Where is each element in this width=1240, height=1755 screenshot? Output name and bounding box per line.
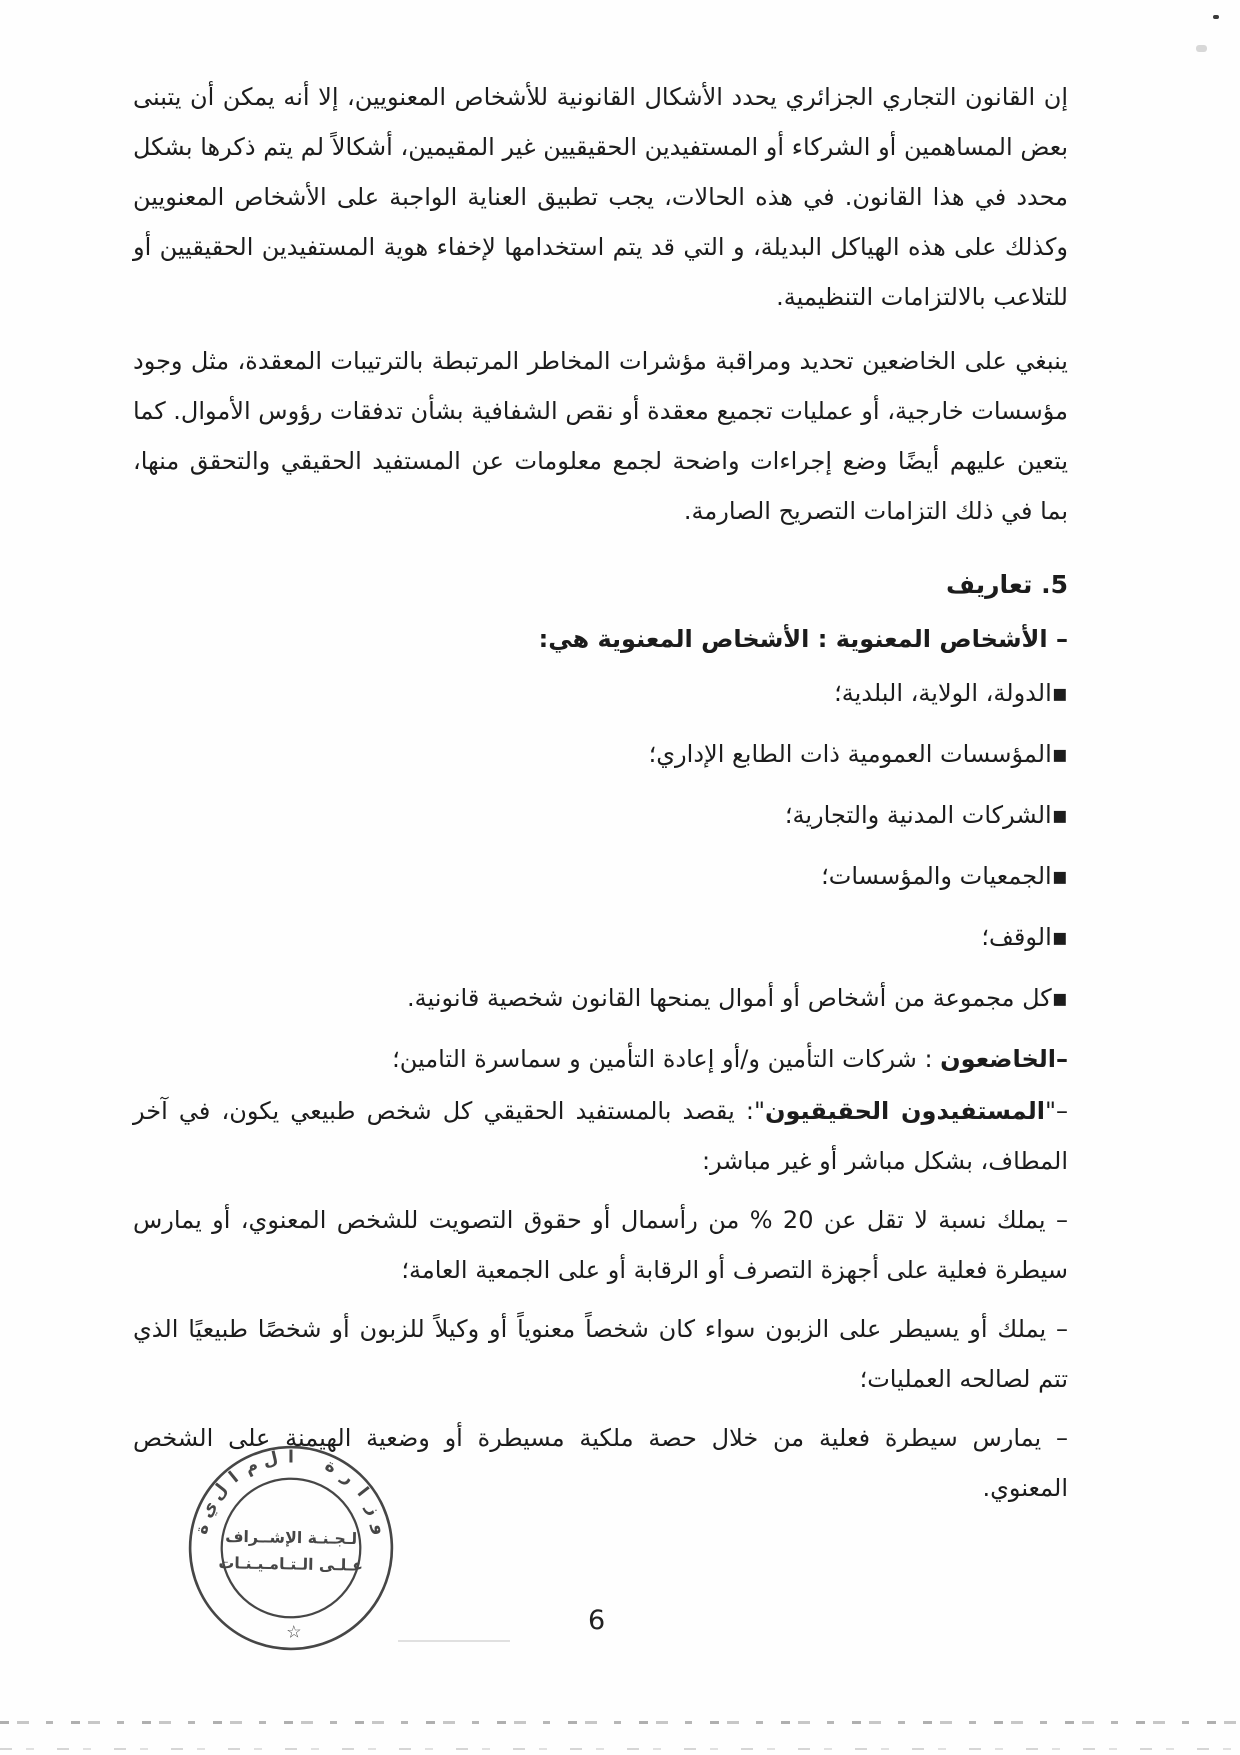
stamp-star-icon: ☆	[285, 1622, 303, 1643]
beneficial-owners-definition	[133, 1086, 1068, 1186]
stamp-ring-letter: ر	[337, 1466, 359, 1489]
scan-artifact-dashed-line	[0, 1721, 1240, 1724]
stamp-committee-line2: عـلـى الـتـامـيـنـات	[218, 1553, 364, 1575]
scan-artifact-dashed-line	[0, 1748, 1240, 1750]
scan-artifact-streak	[398, 1640, 510, 1642]
beneficial-owner-criterion: – يملك نسبة لا تقل عن 20 % من رأسمال أو حقوق التصويت للشخص المعنوي، أو يمارس سيطرة فعلية على أجهزة التصرف أو الرقابة أو على الجمعية العامة؛	[133, 1206, 1068, 1284]
definitions-heading: 5. تعاريف	[945, 570, 1068, 599]
stamp-outer-ring	[187, 1444, 396, 1653]
beneficial-owner-criterion: – يملك أو يسيطر على الزبون سواء كان شخصاً معنوياً أو وكيلاً للزبون أو شخصًا طبيعيًا الذي تتم لصالحه العمليات؛	[133, 1315, 1068, 1393]
legal-person-item: ▪الوقف؛	[981, 923, 1068, 951]
beneficial-owner-criterion: – يمارس سيطرة فعلية من خلال حصة ملكية مسيطرة أو وضعية الهيمنة على الشخص المعنوي.	[133, 1424, 1068, 1502]
stamp-ring-letter: ل	[261, 1448, 281, 1472]
stamp-ring-letter: ا	[288, 1447, 294, 1468]
legal-person-item: ▪كل مجموعة من أشخاص أو أموال يمنحها القانون شخصية قانونية.	[407, 984, 1068, 1012]
subject-entities-definition	[133, 1034, 1068, 1084]
stamp-ring-letter: ز	[361, 1500, 385, 1519]
legal-persons-list	[133, 668, 1068, 1023]
stamp-ring-letter: ة	[321, 1455, 340, 1478]
stamp-ring-letter: ا	[225, 1467, 243, 1488]
beneficial-owners-text: ": يقصد بالمستفيد الحقيقي كل شخص طبيعي يكون، في آخر المطاف، بشكل مباشر أو غير مباشر:	[133, 1097, 1068, 1175]
paragraph-risk-monitoring: ينبغي على الخاضعين تحديد ومراقبة مؤشرات المخاطر المرتبطة بالترتيبات المعقدة، مثل وجود مؤسسات خارجية، أو عمليات تجميع معقدة أو نقص الشفافية بشأن تدفقات رؤوس الأموال. كما يتعين عليهم أيضًا وضع إجراءات واضحة لجمع معلومات عن المستفيد الحقيقي والتحقق منها، بما في ذلك التزامات التصريح الصارمة.	[133, 347, 1068, 525]
ministry-finance-stamp	[180, 1437, 401, 1658]
legal-person-item: ▪الشركات المدنية والتجارية؛	[784, 801, 1068, 829]
beneficial-owners-prefix: –"	[1044, 1097, 1068, 1125]
stamp-ring-letter: و	[368, 1521, 391, 1537]
stamp-ring-letter: ي	[196, 1498, 222, 1522]
page-number: 6	[588, 1605, 606, 1636]
scan-artifact-smudge	[1196, 45, 1207, 52]
legal-person-item: ▪الدولة، الولاية، البلدية؛	[834, 679, 1068, 707]
subject-entities-term: –الخاضعون	[940, 1045, 1068, 1073]
legal-persons-intro: – الأشخاص المعنوية : الأشخاص المعنوية هي:	[538, 625, 1068, 653]
stamp-ring-letter: ة	[191, 1522, 214, 1537]
paragraph-legal-forms: إن القانون التجاري الجزائري يحدد الأشكال القانونية للأشخاص المعنويين، إلا أنه يمكن أن يتبنى بعض المساهمين أو الشركاء أو المستفيدين الحقيقيين غير المقيمين، أشكالاً لم يتم ذكرها بشكل محدد في هذا القانون. في هذه الحالات، يجب تطبيق العناية الواجبة على الأشخاص المعنويين وكذلك على هذه الهياكل البديلة، و التي قد يتم استخدامها لإخفاء هوية المستفيدين الحقيقيين أو للتلاعب بالالتزامات التنظيمية.	[133, 83, 1068, 311]
stamp-inner-ring	[219, 1476, 362, 1619]
scan-artifact-dot	[1213, 15, 1219, 19]
stamp-ring-letter: م	[241, 1454, 262, 1479]
stamp-committee-line1: لـجـنـة الإشــراف	[225, 1526, 358, 1549]
legal-person-item: ▪المؤسسات العمومية ذات الطابع الإداري؛	[648, 740, 1068, 768]
stamp-ring-letter: ا	[352, 1483, 373, 1501]
stamp-inner-text	[218, 1527, 363, 1575]
document-body	[133, 72, 1068, 1513]
subject-entities-text: : شركات التأمين و/أو إعادة التأمين و سماسرة التامين؛	[392, 1045, 941, 1073]
stamp-ring-letter: ل	[207, 1480, 233, 1505]
legal-person-item: ▪الجمعيات والمؤسسات؛	[821, 862, 1068, 890]
beneficial-owners-term: المستفيدون الحقيقيون	[765, 1097, 1045, 1125]
